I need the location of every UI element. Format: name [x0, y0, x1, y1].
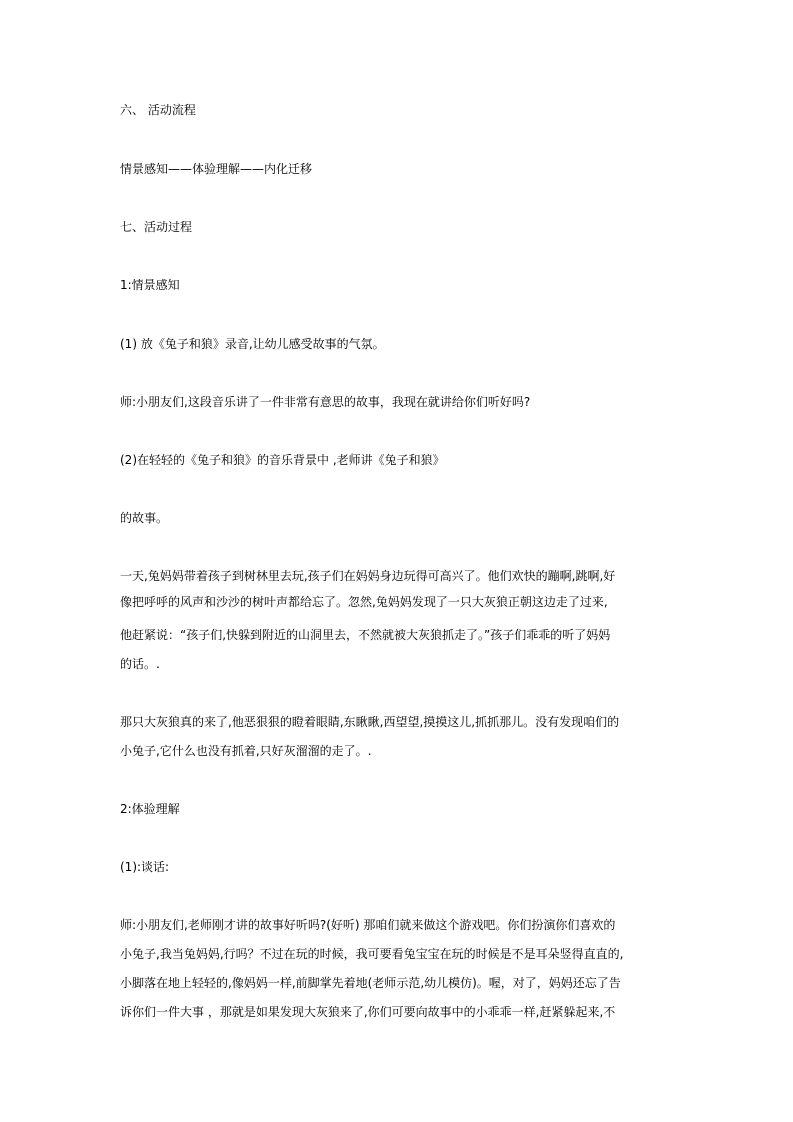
conversation-paragraph-line-4: 诉你们一件大事 ，那就是如果发现大灰狼来了,你们可要向故事中的小乖乖一样,赶紧躲起来,不 [120, 1005, 616, 1019]
conversation-paragraph-line-3: 小脚落在地上轻轻的,像妈妈一样,前脚掌先着地(老师示范,幼儿模仿)。喔，对了，妈妈还忘了告 [120, 976, 621, 990]
activity-flow-summary: 情景感知——体验理解——内化迁移 [120, 162, 313, 176]
subheading-conversation: (1):谈话: [120, 860, 170, 874]
subheading-experience-understanding: 2:体验理解 [120, 802, 180, 816]
paragraph-step-2: (2)在轻轻的《兔子和狼》的音乐背景中 ,老师讲《兔子和狼》 [120, 453, 445, 467]
story-paragraph-1-line-3: 他赶紧说：“孩子们,快躲到附近的山洞里去，不然就被大灰狼抓走了。”孩子们乖乖的听了妈妈 [120, 628, 611, 642]
section-heading-activity-flow: 六、 活动流程 [120, 103, 196, 117]
paragraph-teacher-question: 师:小朋友们,这段音乐讲了一件非常有意思的故事，我现在就讲给你们听好吗? [120, 395, 531, 409]
story-paragraph-1-line-1: 一天,兔妈妈带着孩子到树林里去玩,孩子们在妈妈身边玩得可高兴了。他们欢快的蹦啊,跳啊,好 [120, 569, 616, 583]
story-paragraph-2-line-2: 小兔子,它什么也没有抓着,只好灰溜溜的走了。. [120, 744, 372, 758]
story-paragraph-1-line-2: 像把呼呼的风声和沙沙的树叶声都给忘了。忽然,兔妈妈发现了一只大灰狼正朝这边走了过来, [120, 595, 608, 609]
story-paragraph-2-line-1: 那只大灰狼真的来了,他恶狠狠的瞪着眼睛,东瞅瞅,西望望,摸摸这儿,抓抓那儿。没有发现咱们的 [120, 715, 620, 729]
conversation-paragraph-line-2: 小兔子,我当兔妈妈,行吗？不过在玩的时候，我可要看兔宝宝在玩的时候是不是耳朵竖得直直的, [120, 947, 624, 961]
story-paragraph-1-line-4: 的话。. [120, 657, 160, 671]
conversation-paragraph-line-1: 师:小朋友们,老师刚才讲的故事好听吗?(好听) 那咱们就来做这个游戏吧。你们扮演你们喜欢的 [120, 918, 616, 932]
paragraph-step-2-continued: 的故事。 [120, 511, 169, 525]
subheading-scene-perception: 1:情景感知 [120, 278, 180, 292]
section-heading-activity-process: 七、活动过程 [120, 220, 193, 234]
paragraph-step-1: (1) 放《兔子和狼》录音,让幼儿感受故事的气氛。 [120, 337, 385, 351]
